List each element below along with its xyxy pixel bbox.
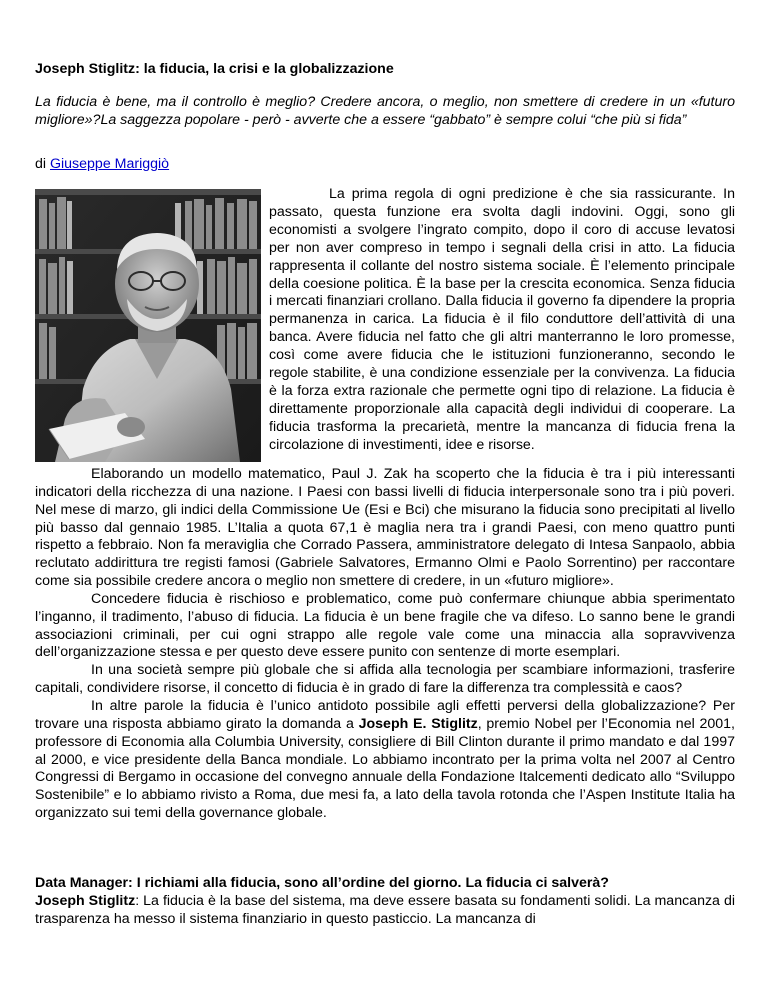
paragraph-text-after: , premio Nobel per l’Economia nel 2001, professore di Economia alla Columbia University, consigliere di Bill Clinton durante il primo mandato e dal 1997 al 2000, e vice presidente della Banca mondiale. Lo abbiamo incontrato per la prima volta nel 2007 al Centro Congressi di Bergamo in occasione del convegno annuale della Fondazione Italcementi dedicato allo “Sviluppo Sostenibile” e lo abbiamo rivisto a Roma, due mesi fa, a lato della tavola rotonda che l’Aspen Institute Italia ha organizzato sui temi della governance globale.	[35, 715, 735, 822]
body-paragraph: Concedere fiducia è rischioso e problematico, come può confermare chiunque abbia sperimentato l’inganno, il tradimento, l’abuso di fiducia. La fiducia è un bene fragile che va difeso. Lo sanno bene le grandi associazioni criminali, per cui ogni strappo alle regole vale come una minaccia alla sopravvivenza dell’organizzazione stessa e per questo deve essere punito con sentenze di morte esemplari.	[35, 590, 735, 661]
interview-answer	[35, 892, 735, 928]
interview-question: Data Manager: I richiami alla fiducia, sono all’ordine del giorno. La fiducia ci salverà?	[35, 875, 609, 891]
answer-speaker: Joseph Stiglitz	[35, 893, 136, 909]
author-photo	[35, 189, 261, 462]
byline	[35, 156, 169, 172]
article-subtitle: La fiducia è bene, ma il controllo è meglio? Credere ancora, o meglio, non smettere di credere in un «futuro migliore»?La saggezza popolare - però - avverte che a essere “gabbato” è sempre colui “che più si fida”	[35, 94, 735, 128]
answer-text: : La fiducia è la base del sistema, ma deve essere basata su fondamenti solidi. La mancanza di trasparenza ha messo il sistema finanziario in questo pasticcio. La mancanza di	[35, 893, 735, 927]
body-paragraph-last	[35, 698, 735, 823]
article-body	[35, 466, 735, 823]
paragraph-text-before: In altre parole la fiducia è l’unico antidoto possibile agli effetti perversi della globalizzazione? Per trovare una risposta abbiamo girato la domanda a	[35, 697, 735, 732]
interview-section	[35, 874, 735, 928]
byline-prefix: di	[35, 156, 50, 172]
article-title: Joseph Stiglitz: la fiducia, la crisi e la globalizzazione	[35, 61, 394, 77]
body-paragraph: Elaborando un modello matematico, Paul J. Zak ha scoperto che la fiducia è tra i più interessanti indicatori della ricchezza di una nazione. I Paesi con bassi livelli di fiducia interpersonale sono tra i più poveri. Nel mese di marzo, gli indici della Commissione Ue (Esi e Bci) che misurano la fiducia sono precipitati al livello più basso dal gennaio 1985. L’Italia a quota 67,1 è maglia nera tra i grandi Paesi, con meno quattro punti rispetto a febbraio. Non fa meraviglia che Corrado Passera, amministratore delegato di Intesa Sanpaolo, abbia reclutato addirittura tre registi famosi (Gabriele Salvatores, Ermanno Olmi e Paolo Sorrentino) per raccontare come sia possibile credere ancora o meglio non smettere di credere, in un «futuro migliore».	[35, 466, 735, 590]
body-paragraph: In una società sempre più globale che si affida alla tecnologia per scambiare informazioni, trasferire capitali, condividere risorse, il concetto di fiducia è in grado di fare la differenza tra complessità e caos?	[35, 662, 735, 697]
intro-paragraph: La prima regola di ogni predizione è che sia rassicurante. In passato, questa funzione era svolta dagli indovini. Oggi, sono gli economisti a svolgere l’ingrato compito, dopo il coro di accuse levatosi per non aver compreso in tempo i segnali della crisi in atto. La fiducia rappresenta il collante del nostro sistema sociale. È l’elemento principale della coesione politica. È la base per la crescita economica. Senza fiducia i mercati finanziari crollano. Dalla fiducia il governo fa dipendere la propria permanenza in carica. La fiducia è il filo conduttore dell’attività di una banca. Avere fiducia nel fatto che gli altri manterranno le loro promesse, così come avere fiducia che le istituzioni funzioneranno, secondo le regole stabilite, è una condizione essenziale per la convivenza. La fiducia è la forza extra razionale che permette ogni tipo di relazione. La fiducia è direttamente proporzionale alla capacità degli individui di cooperare. La fiducia trasforma la precarietà, mentre la mancanza di fiducia frena la circolazione di investimenti, idee e risorse.	[269, 186, 735, 453]
author-link[interactable]: Giuseppe Mariggiò	[49, 156, 170, 172]
interviewee-name: Joseph E. Stiglitz	[358, 715, 478, 732]
